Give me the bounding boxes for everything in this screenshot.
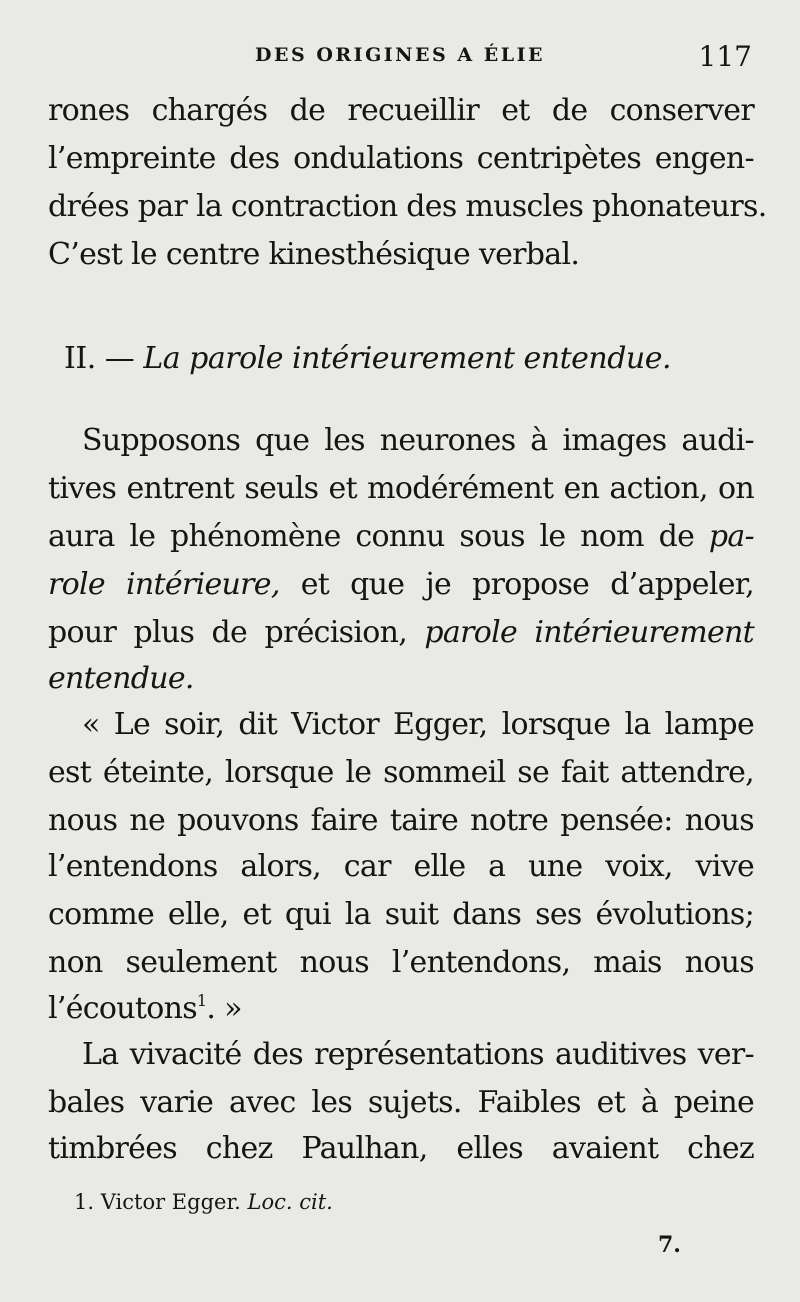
section-title: La parole intérieurement entendue. [143, 341, 672, 376]
quote-line: « Le soir, dit Victor Egger, lorsque la lampe [82, 707, 754, 742]
footnote-ref: 1 [196, 991, 207, 1010]
running-header [48, 40, 752, 74]
footnote [74, 1190, 333, 1214]
text-line: Supposons que les neurones à images audi- [82, 423, 754, 458]
text-line: l’empreinte des ondulations centripètes engen- [48, 141, 754, 176]
text-line: timbrées chez Paulhan, elles avaient chez [48, 1131, 754, 1166]
text-span: l’écoutons [48, 991, 197, 1026]
text-line [48, 514, 754, 560]
text-span: aura le phénomène connu sous le nom de [48, 519, 709, 554]
text-line: drées par la contraction des muscles phonateurs. [48, 189, 767, 224]
quote-line: est éteinte, lorsque le sommeil se fait attendre, [48, 755, 754, 790]
italic-span: role intérieure, [48, 567, 280, 602]
running-title: DES ORIGINES A ÉLIE [255, 44, 545, 66]
text-span: pour plus de précision, [48, 615, 425, 650]
text-line: entendue. [48, 661, 194, 696]
section-number: II. — [64, 341, 135, 376]
footnote-ref-text: Loc. cit. [247, 1190, 333, 1214]
text-line [48, 562, 754, 608]
text-line [48, 610, 754, 656]
text-line: rones chargés de recueillir et de conserver [48, 93, 754, 128]
text-span: . » [206, 991, 242, 1026]
page-number: 117 [698, 40, 752, 73]
footnote-author: Victor Egger. [100, 1190, 241, 1214]
text-span: et que je propose d’appeler, [279, 567, 754, 602]
quote-line: l’entendons alors, car elle a une voix, vive [48, 849, 754, 884]
signature-mark: 7. [658, 1232, 681, 1258]
quote-line: comme elle, et qui la suit dans ses évolutions; [48, 897, 754, 932]
text-line: tives entrent seuls et modérément en action, on [48, 471, 754, 506]
italic-span: pa- [708, 519, 754, 554]
text-line: C’est le centre kinesthésique verbal. [48, 237, 580, 272]
italic-span: parole intérieurement [424, 615, 754, 650]
quote-line: nous ne pouvons faire taire notre pensée: nous [48, 803, 754, 838]
text-line: bales varie avec les sujets. Faibles et à peine [48, 1085, 754, 1120]
text-line: La vivacité des représentations auditives ver- [82, 1037, 754, 1072]
section-heading [64, 336, 671, 382]
quote-line: non seulement nous l’entendons, mais nous [48, 945, 754, 980]
footnote-marker: 1. [74, 1190, 95, 1214]
quote-line [48, 986, 754, 1032]
